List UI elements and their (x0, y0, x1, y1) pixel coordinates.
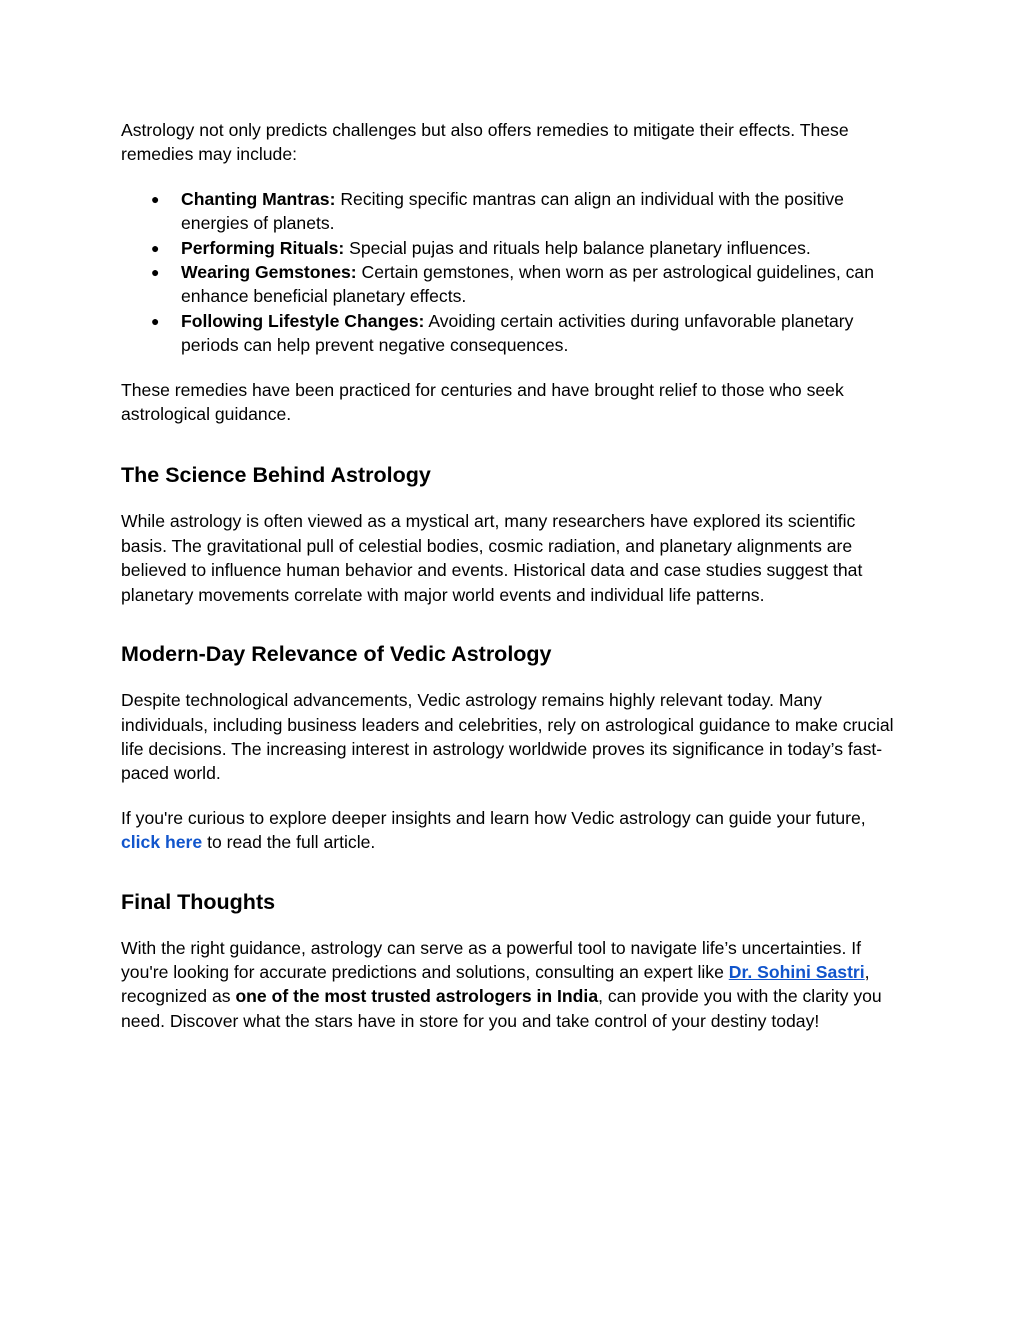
click-here-link[interactable]: click here (121, 832, 203, 853)
final-text-2: , recognized as (121, 961, 870, 1007)
final-text-1: With the right guidance, astrology can serve as a powerful tool to navigate life’s uncertainties. If you're looking for accurate predictions and solutions, consulting an expert like (121, 937, 861, 982)
modern-heading: Modern-Day Relevance of Vedic Astrology (121, 642, 552, 667)
remedy-title: Wearing Gemstones: (181, 262, 357, 283)
final-bold-text: one of the most trusted astrologers in India (235, 986, 599, 1007)
sohini-sastri-link[interactable]: Dr. Sohini Sastri (728, 961, 865, 982)
cta-text-after: to read the full article. (202, 832, 376, 853)
modern-paragraph: Despite technological advancements, Vedic astrology remains highly relevant today. Many individuals, including business leaders and celebrities, rely on astrological guidance to make crucial life decisions. The increasing interest in astrology worldwide proves its significance in today’s fast-paced world. (121, 690, 894, 784)
remedies-list (121, 187, 904, 358)
list-item (121, 309, 904, 358)
remedy-text: Reciting specific mantras can align an individual with the positive energies of planets. (181, 188, 844, 234)
final-text-3: , can provide you with the clarity you need. Discover what the stars have in store for you and take control of your destiny today! (121, 986, 882, 1031)
final-paragraph (121, 936, 904, 1034)
cta-text-before: If you're curious to explore deeper insights and learn how Vedic astrology can guide your future, (121, 807, 866, 828)
science-heading: The Science Behind Astrology (121, 463, 431, 488)
bullet-icon: ● (151, 239, 160, 256)
list-item (121, 260, 904, 309)
bullet-icon: ● (151, 312, 160, 329)
list-item (121, 236, 904, 260)
science-paragraph: While astrology is often viewed as a mystical art, many researchers have explored its scientific basis. The gravitational pull of celestial bodies, cosmic radiation, and planetary alignments are believed to influence human behavior and events. Historical data and case studies suggest that planetary movements correlate with major world events and individual life patterns. (121, 511, 863, 605)
intro-paragraph: Astrology not only predicts challenges but also offers remedies to mitigate their effects. These remedies may include: (121, 120, 849, 165)
final-heading: Final Thoughts (121, 889, 276, 914)
remedy-text: Special pujas and rituals help balance planetary influences. (344, 237, 811, 258)
bullet-icon: ● (151, 190, 160, 207)
bullet-icon: ● (151, 264, 160, 281)
remedy-text: Avoiding certain activities during unfavorable planetary periods can help prevent negative consequences. (181, 310, 854, 356)
remedy-title: Performing Rituals: (181, 237, 345, 258)
remedies-outro-paragraph: These remedies have been practiced for centuries and have brought relief to those who seek astrological guidance. (121, 379, 844, 425)
list-item (121, 187, 904, 236)
remedy-title: Following Lifestyle Changes: (181, 310, 425, 331)
remedy-title: Chanting Mantras: (181, 188, 336, 209)
cta-paragraph (121, 806, 904, 855)
remedy-text: Certain gemstones, when worn as per astrological guidelines, can enhance beneficial planetary effects. (181, 262, 874, 307)
